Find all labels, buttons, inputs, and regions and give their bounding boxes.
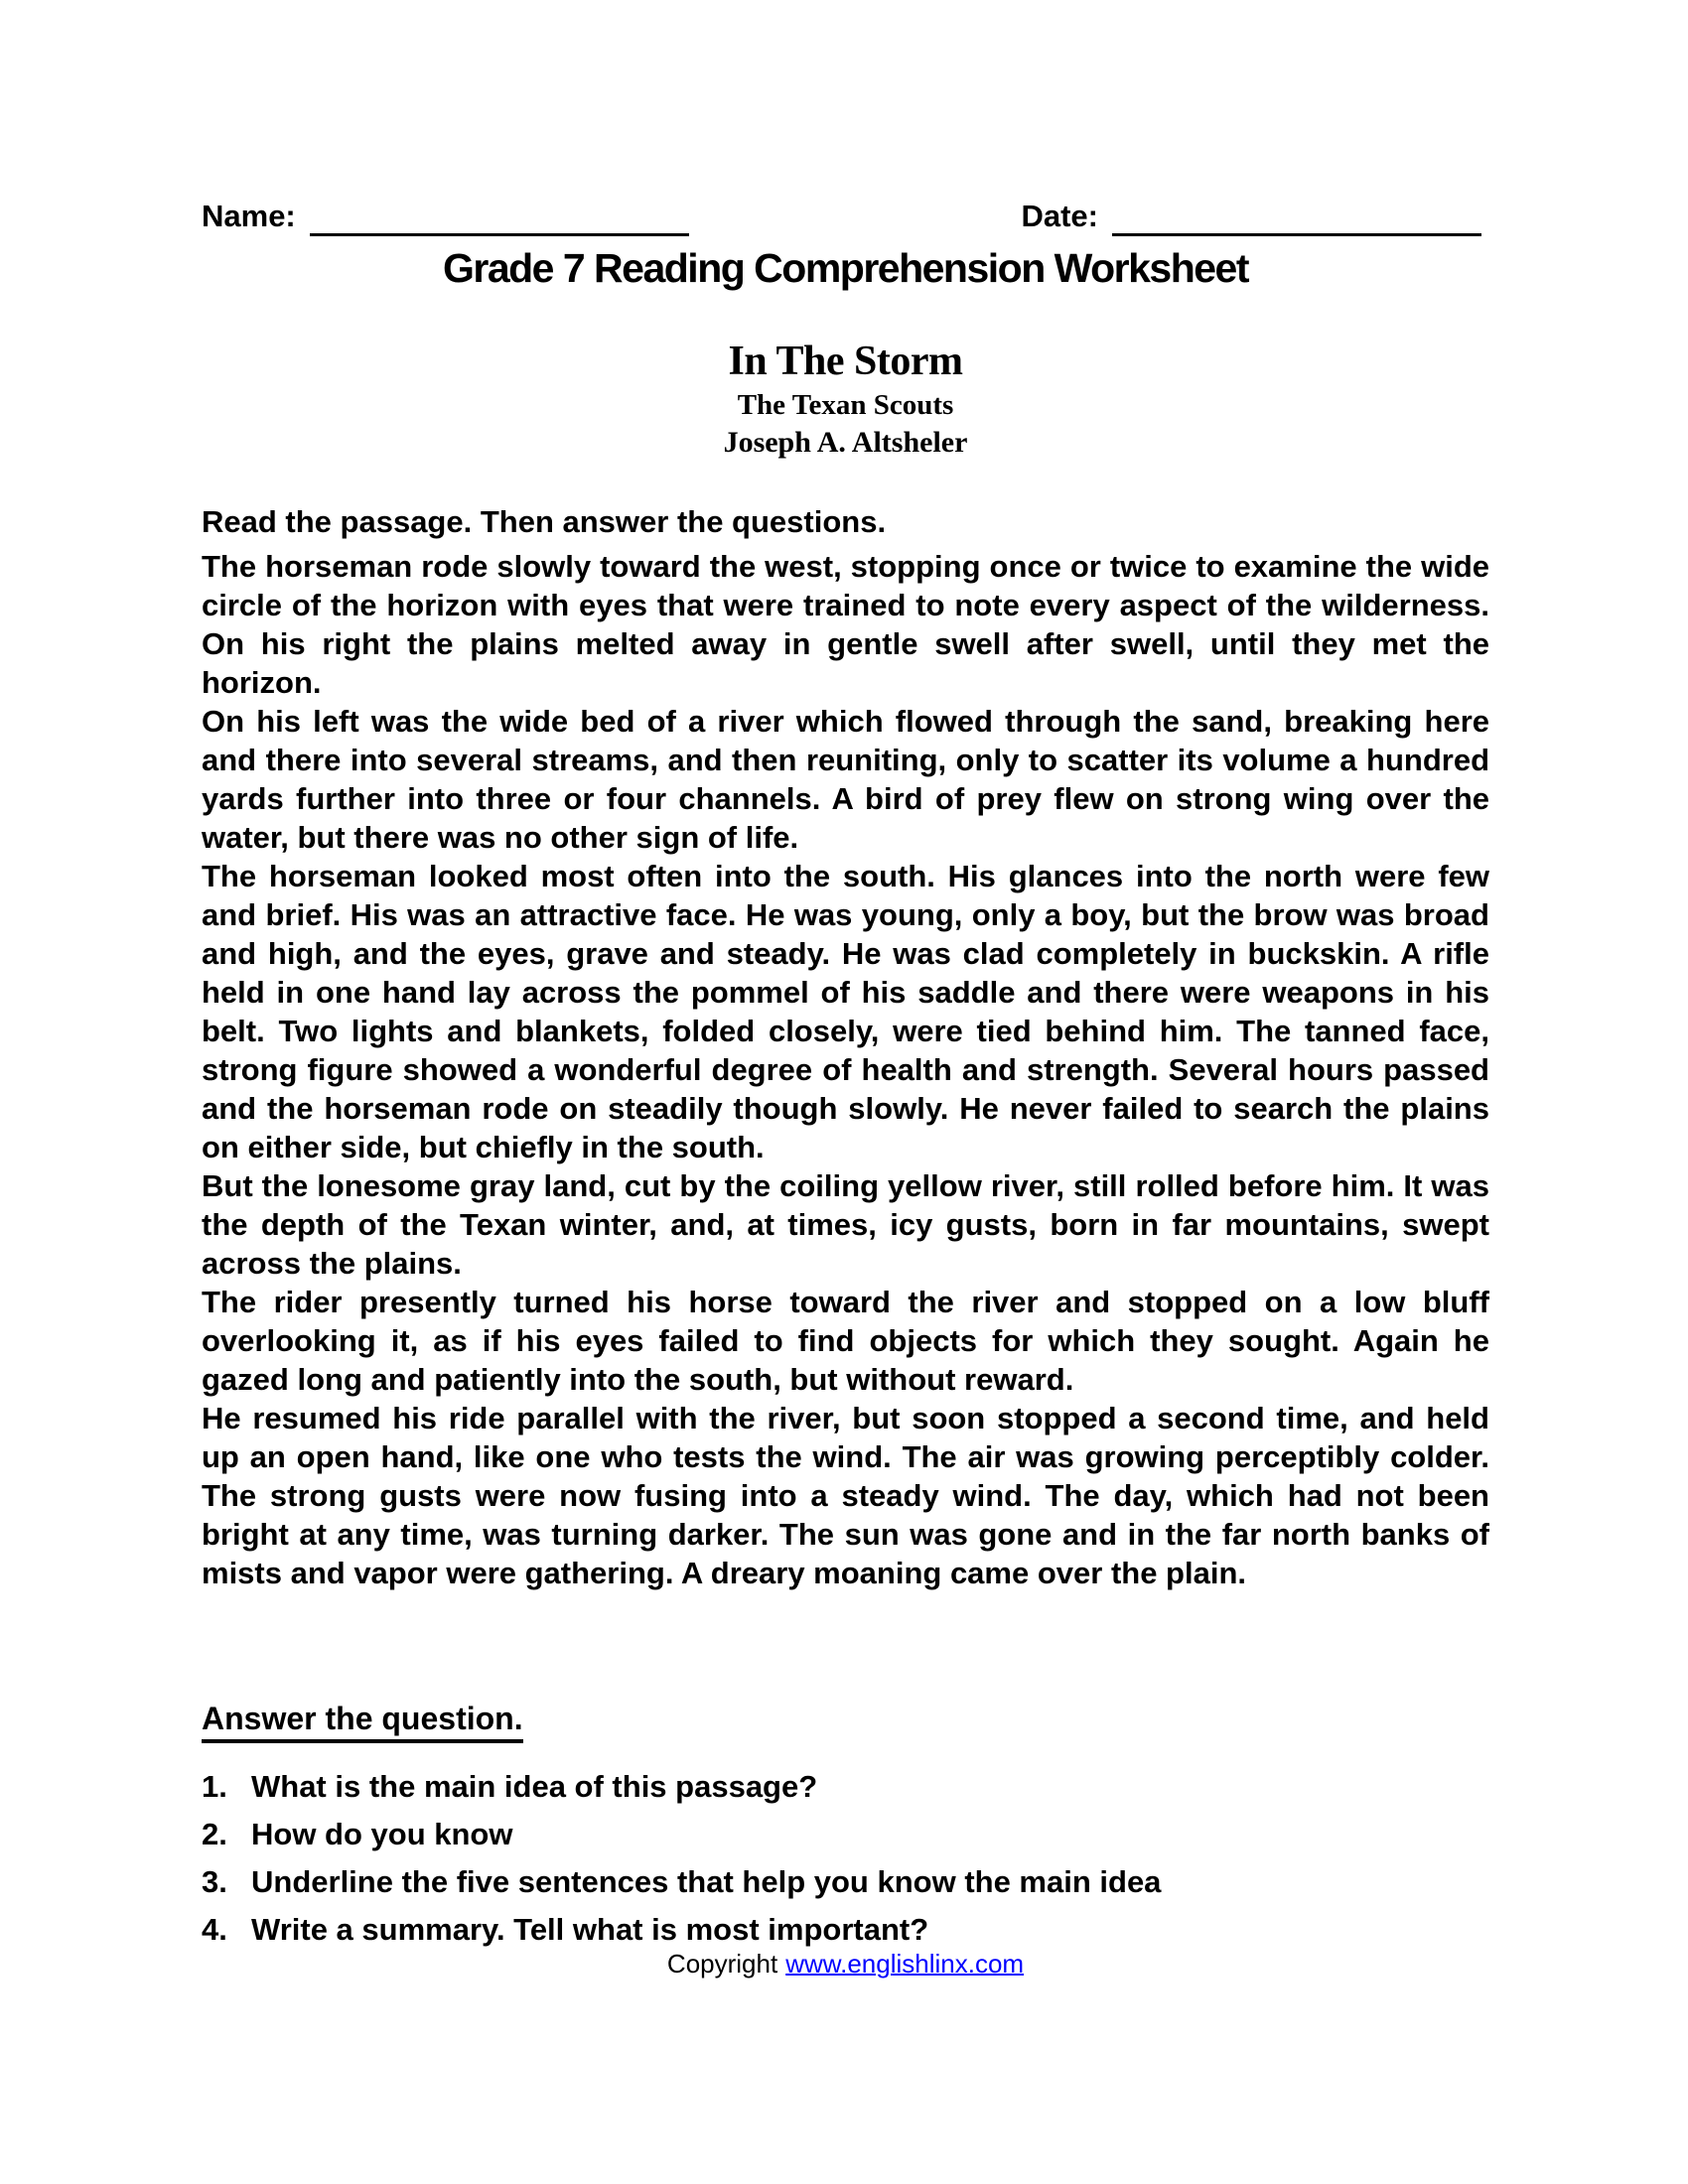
story-heading-block	[202, 336, 1489, 461]
instructions-text: Read the passage. Then answer the questions.	[202, 504, 887, 539]
passage-text	[202, 547, 1489, 1592]
passage-paragraph: On his left was the wide bed of a river which flowed through the sand, breaking here and there into several streams, and then reuniting, only to scatter its volume a hundred yards further into three or four channels. A bird of prey flew on strong wing over the water, but there was no other sign of life.	[202, 704, 1489, 855]
question-text: Write a summary. Tell what is most important?	[251, 1912, 929, 1947]
passage-paragraph: He resumed his ride parallel with the river, but soon stopped a second time, and held up an open hand, like one who tests the wind. The air was growing perceptibly colder. The strong gusts were now fusing into a steady wind. The day, which had not been bright at any time, was turning darker. The sun was gone and in the far north banks of mists and vapor were gathering. A dreary moaning came over the plain.	[202, 1401, 1489, 1590]
name-date-row	[202, 197, 1481, 236]
question-number: 1.	[202, 1769, 227, 1804]
passage-paragraph: The horseman rode slowly toward the west, stopping once or twice to examine the wide circle of the horizon with eyes that were trained to note every aspect of the wilderness. On his right the plains melted away in gentle swell after swell, until they met the horizon.	[202, 549, 1489, 700]
question-list	[202, 1767, 1489, 1958]
name-blank-line	[310, 198, 689, 236]
date-label: Date:	[1021, 199, 1098, 233]
question-item	[202, 1910, 1489, 1949]
question-item	[202, 1815, 1489, 1853]
page-content	[202, 0, 1489, 2184]
copyright-link[interactable]: www.englishlinx.com	[785, 1949, 1025, 1979]
answer-section-heading: Answer the question.	[202, 1701, 523, 1743]
copyright-line	[202, 1948, 1489, 1979]
passage-paragraph: The rider presently turned his horse toward the river and stopped on a low bluff overlooking it, as if his eyes failed to find objects for which they sought. Again he gazed long and patiently into the south, but without reward.	[202, 1285, 1489, 1397]
date-field	[1021, 197, 1481, 236]
passage-paragraph: But the lonesome gray land, cut by the coiling yellow river, still rolled before him. It was the depth of the Texan winter, and, at times, icy gusts, born in far mountains, swept across the plains.	[202, 1168, 1489, 1281]
answer-section	[202, 1701, 523, 1743]
question-item	[202, 1767, 1489, 1806]
question-text: What is the main idea of this passage?	[251, 1769, 818, 1804]
copyright-label: Copyright	[666, 1949, 778, 1979]
date-blank-line	[1112, 198, 1481, 236]
question-text: Underline the five sentences that help you know the main idea	[251, 1864, 1162, 1899]
passage-paragraph: The horseman looked most often into the south. His glances into the north were few and brief. His was an attractive face. He was young, only a boy, but the brow was broad and high, and the eyes, grave and steady. He was clad completely in buckskin. A rifle held in one hand lay across the pommel of his saddle and there were weapons in his belt. Two lights and blankets, folded closely, were tied behind him. The tanned face, strong figure showed a wonderful degree of health and strength. Several hours passed and the horseman rode on steadily though slowly. He never failed to search the plains on either side, but chiefly in the south.	[202, 859, 1489, 1164]
worksheet-title: Grade 7 Reading Comprehension Worksheet	[442, 245, 1249, 291]
question-number: 2.	[202, 1817, 227, 1851]
story-title: In The Storm	[728, 339, 963, 384]
question-number: 3.	[202, 1864, 227, 1899]
question-number: 4.	[202, 1912, 227, 1947]
name-label: Name:	[202, 199, 296, 233]
question-text: How do you know	[251, 1817, 513, 1851]
question-item	[202, 1862, 1489, 1901]
story-book-title: The Texan Scouts	[737, 389, 954, 421]
name-field	[202, 197, 689, 236]
story-author: Joseph A. Altsheler	[723, 426, 968, 459]
